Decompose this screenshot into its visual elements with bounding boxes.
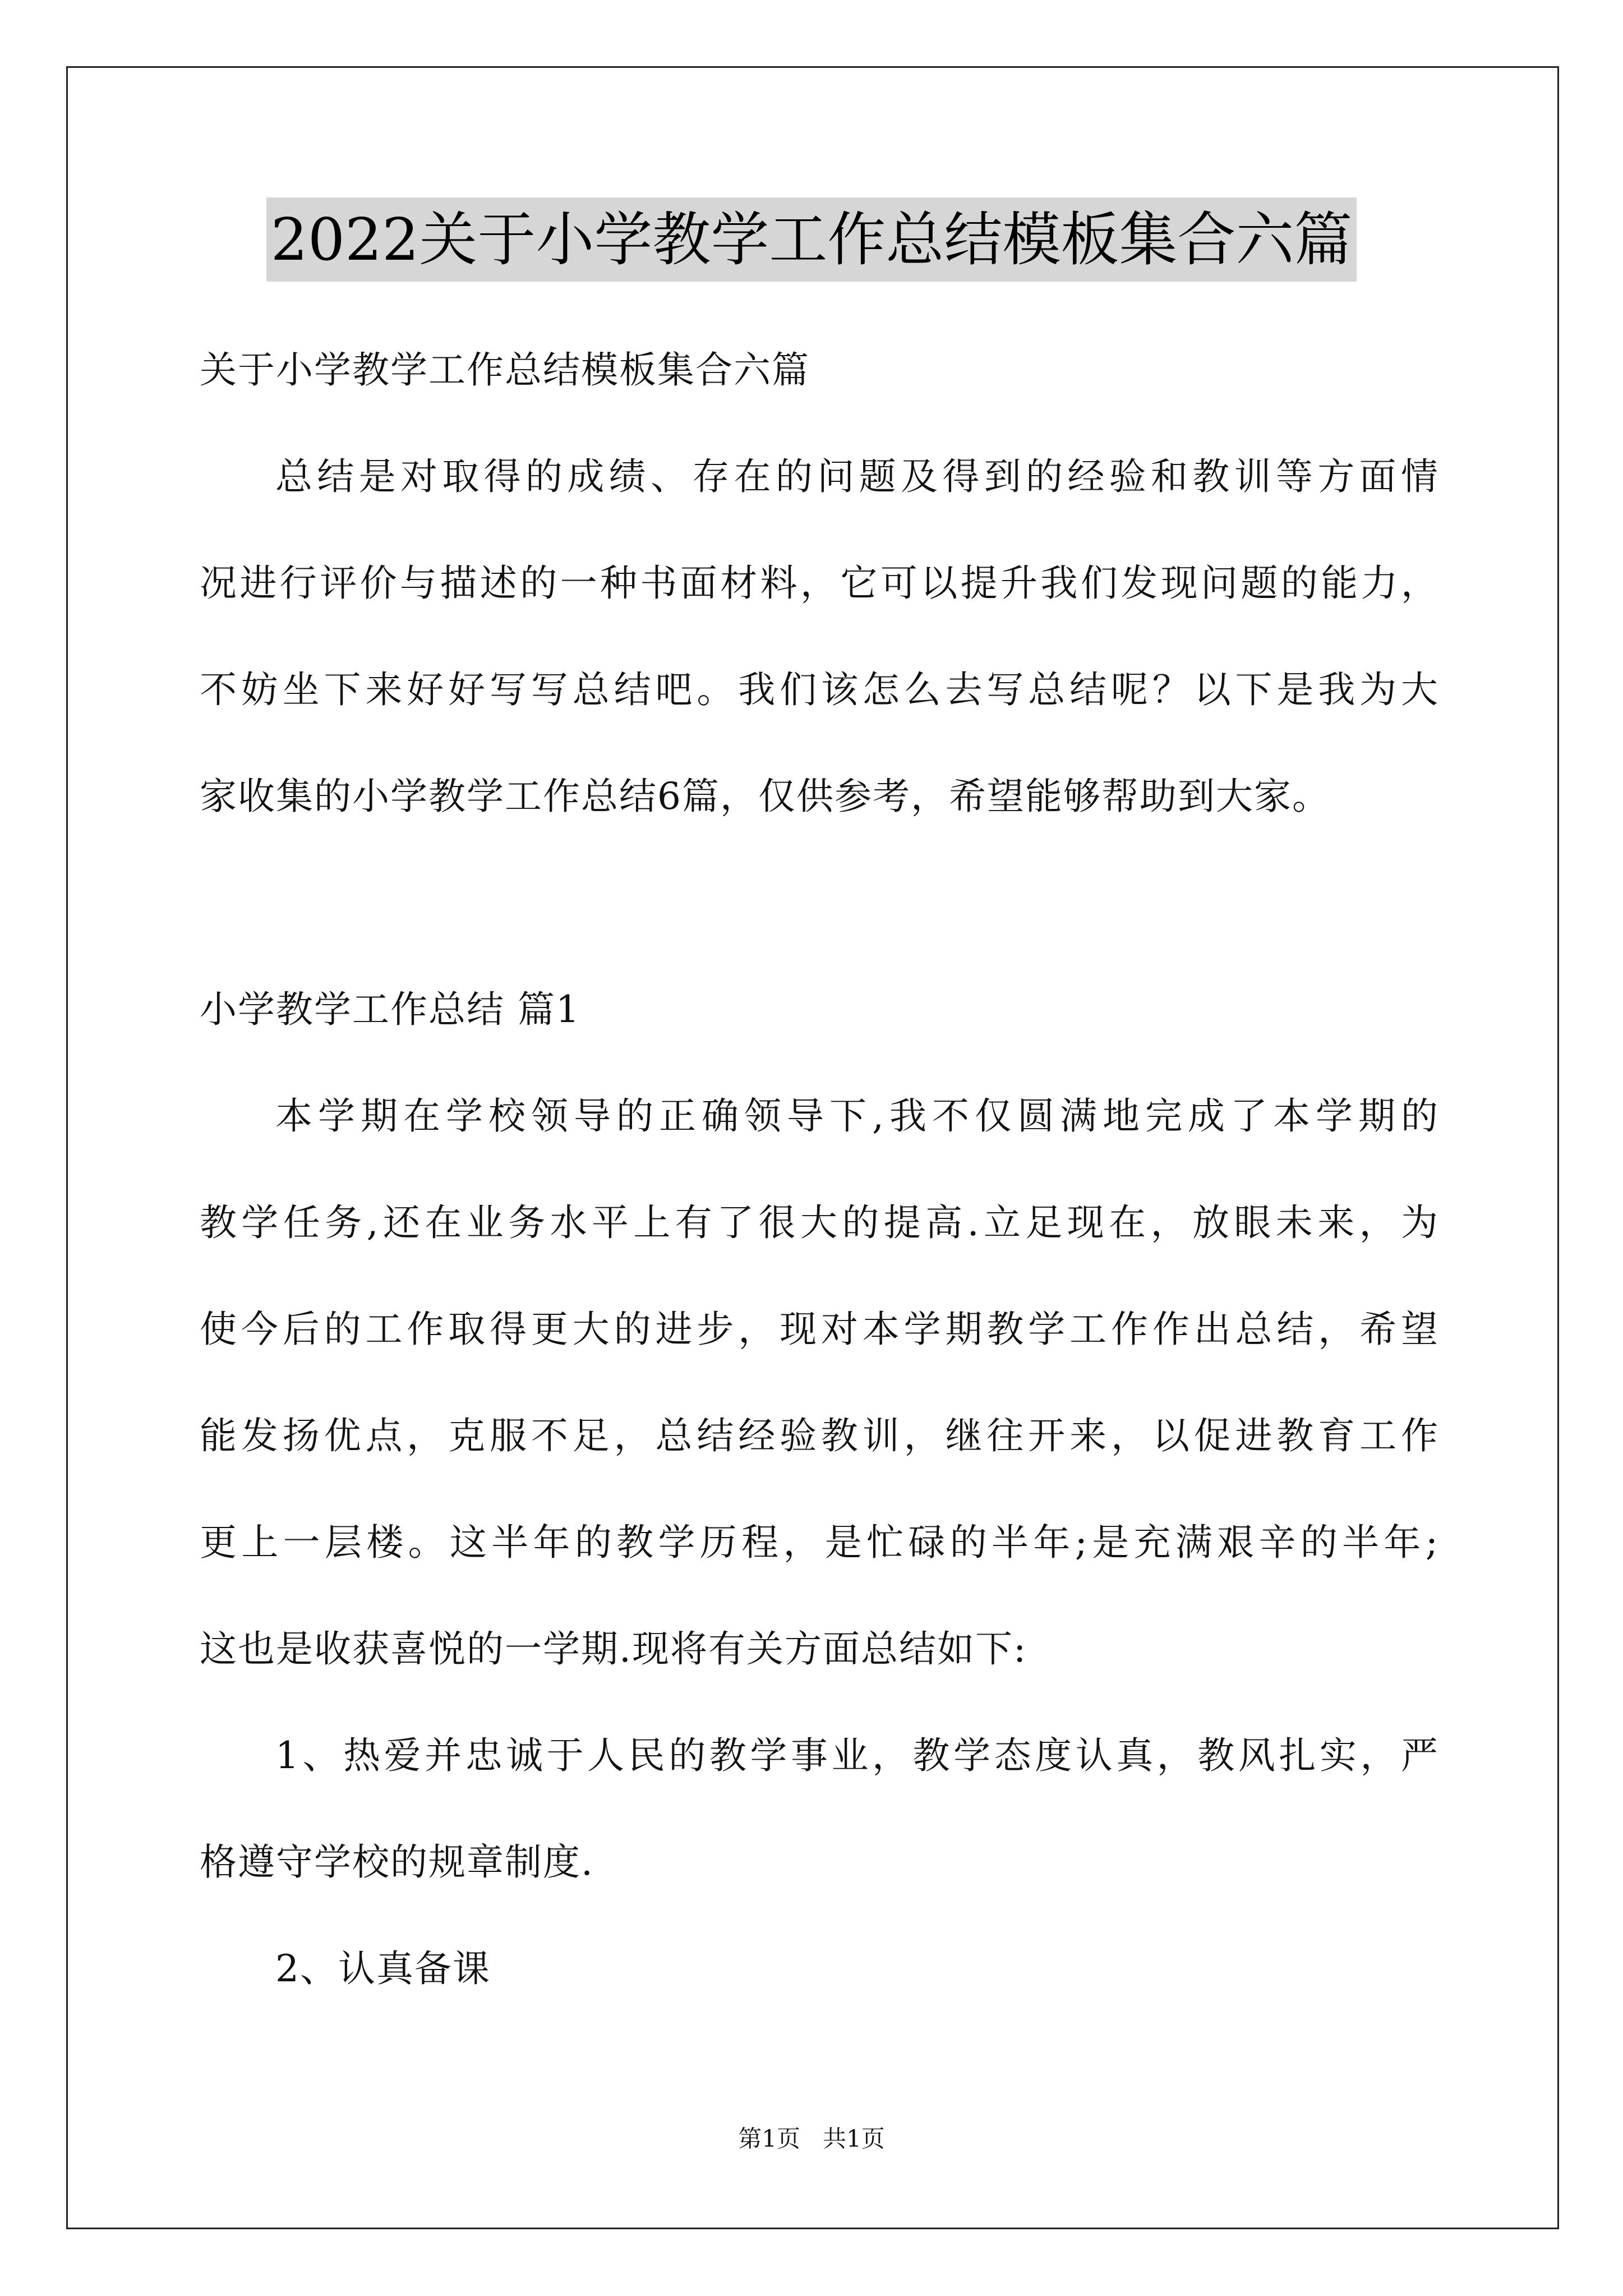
- intro-line: 家收集的小学教学工作总结6篇，仅供参考，希望能够帮助到大家。: [200, 775, 1330, 818]
- page-number-current: 第1页: [738, 2125, 800, 2152]
- body-line: 能发扬优点，克服不足，总结经验教训，继往开来，以促进教育工作: [200, 1414, 1439, 1457]
- list-item-1: 1、热爱并忠诚于人民的教学事业，教学态度认真，教风扎实，严: [275, 1734, 1439, 1777]
- page-footer: [0, 2122, 1623, 2156]
- paragraph-spacer: [200, 850, 1439, 956]
- body-line: 使今后的工作取得更大的进步，现对本学期教学工作作出总结，希望: [200, 1308, 1439, 1351]
- body-line: 本学期在学校领导的正确领导下,我不仅圆满地完成了本学期的: [275, 1094, 1439, 1138]
- list-item-2: 2、认真备课: [275, 1947, 491, 1990]
- intro-line: 总结是对取得的成绩、存在的问题及得到的经验和教训等方面情: [275, 455, 1439, 498]
- document-title: 2022关于小学教学工作总结模板集合六篇: [266, 197, 1357, 282]
- title-container: [0, 197, 1623, 282]
- list-item-1-continued: 格遵守学校的规章制度.: [200, 1841, 594, 1884]
- body-line: 教学任务,还在业务水平上有了很大的提高.立足现在，放眼未来，为: [200, 1201, 1439, 1244]
- section-heading: 小学教学工作总结 篇1: [200, 988, 580, 1031]
- document-body: [200, 317, 1439, 2022]
- intro-line: 况进行评价与描述的一种书面材料，它可以提升我们发现问题的能力，: [200, 562, 1439, 605]
- body-line: 这也是收获喜悦的一学期.现将有关方面总结如下:: [200, 1627, 1027, 1671]
- body-line: 更上一层楼。这半年的教学历程，是忙碌的半年;是充满艰辛的半年;: [200, 1521, 1439, 1564]
- page-number-total: 共1页: [823, 2125, 885, 2152]
- document-subtitle: 关于小学教学工作总结模板集合六篇: [200, 348, 810, 392]
- intro-line: 不妨坐下来好好写写总结吧。我们该怎么去写总结呢？以下是我为大: [200, 668, 1439, 711]
